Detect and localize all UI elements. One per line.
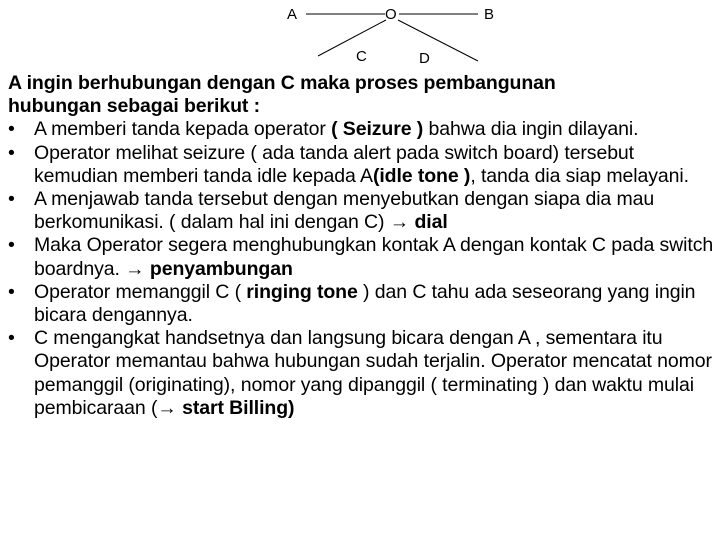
text-body <box>8 72 718 420</box>
step-2-bold: (idle tone ) <box>372 164 471 187</box>
line-center-to-d <box>398 20 478 61</box>
step-1-bold: ( Seizure ) <box>331 118 424 141</box>
bullet-icon: • <box>8 188 15 211</box>
list-item <box>8 234 718 280</box>
node-b-label: B <box>484 6 495 23</box>
heading-line-2: hubungan sebagai berikut : <box>8 95 261 118</box>
list-item <box>8 327 718 420</box>
step-4-text: Maka Operator segera menghubungkan kontak A dengan kontak C pada switch boardnya. <box>34 234 714 280</box>
list-item <box>8 142 718 188</box>
node-c-label: C <box>356 48 367 65</box>
arrow-icon: → <box>157 396 177 419</box>
bullet-icon: • <box>8 234 15 257</box>
step-6-text: C mengangkat handsetnya dan langsung bicara dengan A , sementara itu Operator memantau bahwa hubungan sudah terjalin. Operator mencatat nomor pemanggil (originating), nomor yang dipanggil ( terminating ) dan waktu mulai pembicaraan ( <box>34 327 712 419</box>
connection-diagram <box>0 0 720 72</box>
heading <box>8 72 718 118</box>
node-a-label: A <box>287 6 298 23</box>
arrow-icon: → <box>389 211 410 234</box>
node-center-label: O <box>385 6 397 23</box>
step-4-bold: penyambungan <box>149 257 293 280</box>
step-2-text: Operator melihat seizure ( ada tanda alert pada switch board) tersebut kemudian memberi tanda idle kepada A <box>34 141 634 187</box>
step-5-text: Operator memanggil C ( <box>34 280 247 303</box>
bullet-icon: • <box>8 141 15 164</box>
process-steps-list <box>8 118 718 420</box>
list-item <box>8 118 718 141</box>
heading-line-1: A ingin berhubungan dengan C maka proses pembangunan <box>8 72 556 94</box>
bullet-icon: • <box>8 327 15 350</box>
step-3-text: A menjawab tanda tersebut dengan menyebutkan dengan siapa dia mau berkomunikasi. ( dalam hal ini dengan C) <box>34 188 655 234</box>
bullet-icon: • <box>8 118 15 141</box>
list-item <box>8 281 718 327</box>
step-1-text-end: bahwa dia ingin dilayani. <box>423 118 639 141</box>
step-5-bold: ringing tone <box>246 280 358 303</box>
step-1-text: A memberi tanda kepada operator <box>34 118 332 141</box>
node-d-label: D <box>419 50 430 67</box>
line-center-to-c <box>318 20 386 56</box>
arrow-icon: → <box>125 257 145 280</box>
step-2-text-end: , tanda dia siap melayani. <box>470 164 689 187</box>
step-6-bold: start Billing) <box>182 396 295 419</box>
step-5-text-end: ) dan C tahu ada seseorang yang ingin bicara dengannya. <box>34 280 696 327</box>
list-item <box>8 188 718 234</box>
step-3-bold: dial <box>414 211 448 234</box>
bullet-icon: • <box>8 280 15 303</box>
